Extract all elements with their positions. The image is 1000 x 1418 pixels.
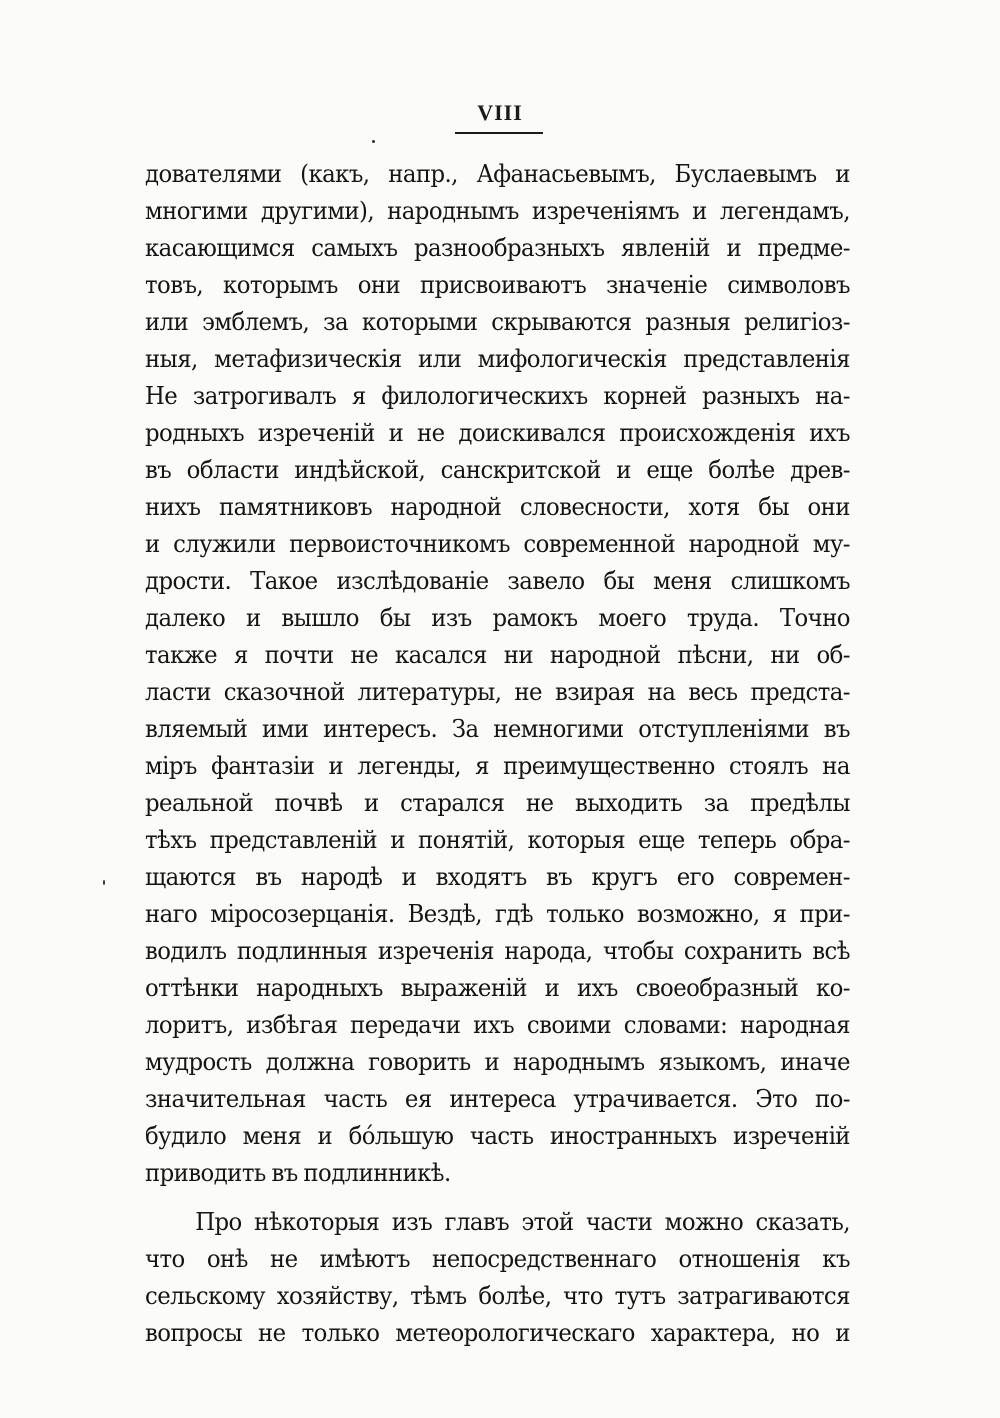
paragraph-gap bbox=[145, 1191, 850, 1203]
text-line: будило меня и бо́льшую часть иностранныхъ изреченій bbox=[145, 1121, 850, 1150]
text-line: касающимся самыхъ разнообразныхъ явленій и предме- bbox=[145, 233, 850, 262]
text-line: вляемый ими интересъ. За немногими отступленіями въ bbox=[145, 714, 850, 743]
text-line: товъ, которымъ они присвоиваютъ значеніе символовъ bbox=[145, 270, 850, 299]
text-line: Про нѣкоторыя изъ главъ этой части можно сказать, bbox=[195, 1207, 850, 1236]
text-line: лоритъ, избѣгая передачи ихъ своими словами: народная bbox=[145, 1010, 850, 1039]
text-line: и служили первоисточникомъ современной народной му- bbox=[145, 529, 850, 558]
text-line: или эмблемъ, за которыми скрываются разныя религіоз- bbox=[145, 307, 850, 336]
text-line: въ области индѣйской, санскритской и еще болѣе древ- bbox=[145, 455, 850, 484]
text-line: мудрость должна говорить и народнымъ языкомъ, иначе bbox=[145, 1047, 850, 1076]
text-line: родныхъ изреченій и не доискивался происхожденія ихъ bbox=[145, 418, 850, 447]
page-number: VIII bbox=[477, 100, 523, 125]
text-line: реальной почвѣ и старался не выходить за предѣлы bbox=[145, 788, 850, 817]
text-line: дрости. Такое изслѣдованіе завело бы меня слишкомъ bbox=[145, 566, 850, 595]
text-line: нихъ памятниковъ народной словесности, хотя бы они bbox=[145, 492, 850, 521]
text-line: сельскому хозяйству, тѣмъ болѣе, что тутъ затрагиваются bbox=[145, 1281, 850, 1310]
text-line: міръ фантазіи и легенды, я преимущественно стоялъ на bbox=[145, 751, 850, 780]
header-rule bbox=[455, 132, 543, 134]
text-line: вопросы не только метеорологическаго характера, но и bbox=[145, 1318, 850, 1347]
paragraph bbox=[145, 1203, 850, 1351]
text-line: что онѣ не имѣютъ непосредственнаго отношенія къ bbox=[145, 1244, 850, 1273]
paragraph bbox=[145, 155, 850, 1191]
print-speck bbox=[103, 880, 105, 885]
text-line: дователями (какъ, напр., Афанасьевымъ, Буслаевымъ и bbox=[145, 159, 850, 188]
text-line: ласти сказочной литературы, не взирая на весь предста- bbox=[145, 677, 850, 706]
print-speck bbox=[372, 140, 375, 143]
text-line: значительная часть ея интереса утрачивается. Это по- bbox=[145, 1084, 850, 1113]
text-line: далеко и вышло бы изъ рамокъ моего труда. Точно bbox=[145, 603, 850, 632]
text-line: наго міросозерцанія. Вездѣ, гдѣ только возможно, я при- bbox=[145, 899, 850, 928]
page-header bbox=[0, 100, 1000, 126]
text-line: многими другими), народнымъ изреченіямъ и легендамъ, bbox=[145, 196, 850, 225]
text-line: тѣхъ представленій и понятій, которыя еще теперь обра- bbox=[145, 825, 850, 854]
text-line: водилъ подлинныя изреченія народа, чтобы сохранить всѣ bbox=[145, 936, 850, 965]
text-line: также я почти не касался ни народной пѣсни, ни об- bbox=[145, 640, 850, 669]
text-line: Не затрогивалъ я филологическихъ корней разныхъ на- bbox=[145, 381, 850, 410]
text-line: оттѣнки народныхъ выраженій и ихъ своеобразный ко- bbox=[145, 973, 850, 1002]
text-line: ныя, метафизическія или мифологическія представленія bbox=[145, 344, 850, 373]
body-text bbox=[145, 155, 850, 1351]
text-line: щаются въ народѣ и входятъ въ кругъ его современ- bbox=[145, 862, 850, 891]
text-line: приводить въ подлинникѣ. bbox=[145, 1158, 451, 1187]
